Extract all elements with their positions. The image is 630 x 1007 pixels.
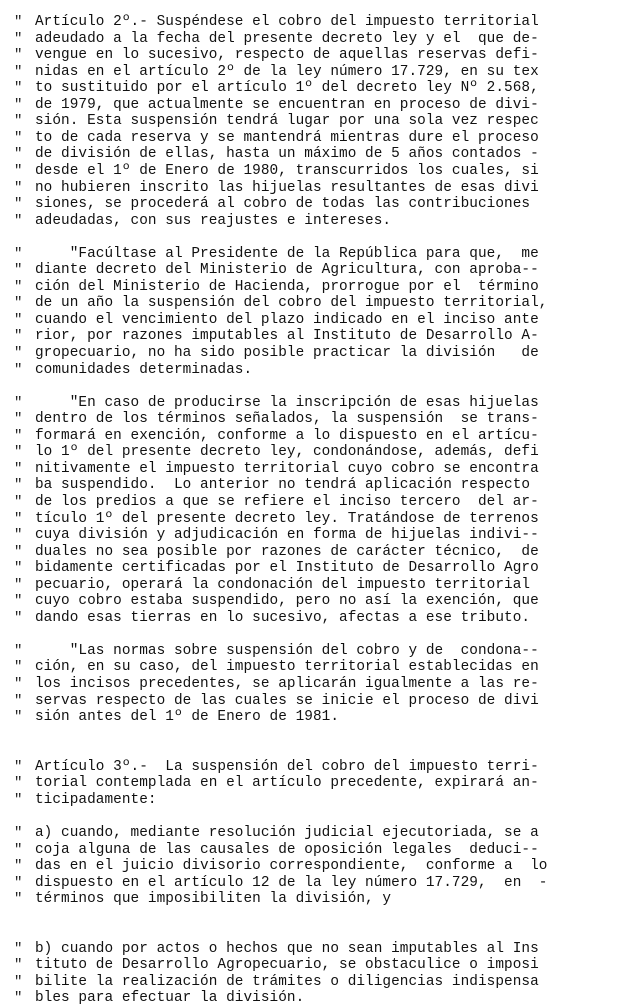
continuation-quote-mark: " (14, 129, 23, 146)
continuation-quote-mark: " (14, 758, 23, 775)
text-line (0, 162, 630, 180)
text-line (0, 228, 630, 246)
text-line (0, 973, 630, 991)
line-text: "Las normas sobre suspensión del cobro y de condona-- (35, 642, 539, 659)
text-line (0, 46, 630, 64)
text-line (0, 327, 630, 345)
continuation-quote-mark: " (14, 146, 23, 163)
continuation-quote-mark: " (14, 775, 23, 792)
text-line (0, 179, 630, 197)
line-text: b) cuando por actos o hechos que no sean imputables al Ins (35, 940, 539, 957)
line-text: Artículo 3º.- La suspensión del cobro del impuesto terri- (35, 758, 539, 775)
continuation-quote-mark: " (14, 791, 23, 808)
continuation-quote-mark: " (14, 96, 23, 113)
line-text: adeudadas, con sus reajustes e intereses. (35, 212, 392, 229)
line-text: ción, en su caso, del impuesto territorial establecidas en (35, 659, 539, 676)
text-line (0, 344, 630, 362)
line-text: ba suspendido. Lo anterior no tendrá aplicación respecto (35, 477, 531, 494)
text-line (0, 79, 630, 97)
line-text: tituto de Desarrollo Agropecuario, se obstaculice o imposi (35, 957, 539, 974)
continuation-quote-mark: " (14, 394, 23, 411)
text-line (0, 510, 630, 528)
continuation-quote-mark: " (14, 527, 23, 544)
continuation-quote-mark: " (14, 858, 23, 875)
line-text: términos que imposibiliten la división, y (35, 891, 392, 908)
line-text: torial contemplada en el artículo precedente, expirará an- (35, 775, 539, 792)
continuation-quote-mark: " (14, 940, 23, 957)
text-line (0, 443, 630, 461)
continuation-quote-mark: " (14, 609, 23, 626)
text-line (0, 427, 630, 445)
line-text: bles para efectuar la división. (35, 990, 305, 1007)
line-text: pecuario, operará la condonación del impuesto territorial (35, 576, 531, 593)
continuation-quote-mark: " (14, 874, 23, 891)
continuation-quote-mark: " (14, 63, 23, 80)
continuation-quote-mark: " (14, 262, 23, 279)
line-text: nitivamente el impuesto territorial cuyo cobro se encontra (35, 460, 539, 477)
text-line (0, 923, 630, 941)
text-line (0, 294, 630, 312)
text-line (0, 592, 630, 610)
continuation-quote-mark: " (14, 14, 23, 30)
text-line (0, 907, 630, 925)
text-line (0, 940, 630, 958)
line-text: formará en exención, conforme a lo dispuesto en el artícu- (35, 427, 539, 444)
text-line (0, 841, 630, 859)
line-text: dispuesto en el artículo 12 de la ley número 17.729, en - (35, 874, 548, 891)
text-line (0, 824, 630, 842)
continuation-quote-mark: " (14, 493, 23, 510)
text-line (0, 692, 630, 710)
text-line (0, 278, 630, 296)
continuation-quote-mark: " (14, 709, 23, 726)
continuation-quote-mark: " (14, 295, 23, 312)
line-text: de un año la suspensión del cobro del impuesto territorial, (35, 295, 548, 312)
line-text: "En caso de producirse la inscripción de esas hijuelas (35, 394, 539, 411)
text-line (0, 394, 630, 412)
text-line (0, 857, 630, 875)
continuation-quote-mark: " (14, 692, 23, 709)
text-line (0, 261, 630, 279)
text-line (0, 725, 630, 743)
line-text: cuya división y adjudicación en forma de hijuelas indivi-- (35, 527, 539, 544)
continuation-quote-mark: " (14, 676, 23, 692)
line-text: to sustituido por el artículo 1º del decreto ley Nº 2.568, (35, 80, 539, 97)
continuation-quote-mark: " (14, 113, 23, 130)
text-line (0, 476, 630, 494)
text-line (0, 559, 630, 577)
line-text: coja alguna de las causales de oposición legales deduci-- (35, 841, 539, 858)
line-text: gropecuario, no ha sido posible practicar la división de (35, 345, 539, 361)
line-text: dando esas tierras en lo sucesivo, afectas a ese tributo. (35, 609, 531, 626)
line-text: duales no sea posible por razones de carácter técnico, de (35, 543, 539, 560)
line-text: Artículo 2º.- Suspéndese el cobro del impuesto territorial (35, 14, 539, 30)
line-text: tículo 1º del presente decreto ley. Tratándose de terrenos (35, 510, 539, 527)
line-text: vengue en lo sucesivo, respecto de aquellas reservas defi- (35, 47, 539, 64)
continuation-quote-mark: " (14, 824, 23, 841)
text-line (0, 642, 630, 660)
continuation-quote-mark: " (14, 411, 23, 428)
line-text: cuando el vencimiento del plazo indicado en el inciso ante (35, 311, 539, 328)
line-text: to de cada reserva y se mantendrá mientras dure el proceso (35, 129, 539, 146)
continuation-quote-mark: " (14, 477, 23, 494)
text-line (0, 129, 630, 147)
continuation-quote-mark: " (14, 560, 23, 577)
text-line (0, 874, 630, 892)
text-line (0, 543, 630, 561)
continuation-quote-mark: " (14, 212, 23, 229)
continuation-quote-mark: " (14, 891, 23, 908)
text-line (0, 361, 630, 379)
line-text: desde el 1º de Enero de 1980, transcurridos los cuales, si (35, 162, 539, 179)
line-text: sión antes del 1º de Enero de 1981. (35, 709, 340, 726)
continuation-quote-mark: " (14, 444, 23, 461)
text-line (0, 195, 630, 213)
text-line (0, 245, 630, 263)
continuation-quote-mark: " (14, 361, 23, 378)
text-line (0, 609, 630, 627)
continuation-quote-mark: " (14, 80, 23, 97)
continuation-quote-mark: " (14, 30, 23, 47)
text-line (0, 807, 630, 825)
text-line (0, 96, 630, 114)
text-line (0, 112, 630, 130)
text-line (0, 212, 630, 230)
continuation-quote-mark: " (14, 659, 23, 676)
line-text: de división de ellas, hasta un máximo de 5 años contados - (35, 146, 539, 163)
line-text: das en el juicio divisorio correspondiente, conforme a lo (35, 858, 548, 875)
line-text: a) cuando, mediante resolución judicial ejecutoriada, se a (35, 824, 539, 841)
line-text: diante decreto del Ministerio de Agricultura, con aproba-- (35, 262, 539, 279)
text-line (0, 311, 630, 329)
text-line (0, 460, 630, 478)
text-line (0, 791, 630, 809)
continuation-quote-mark: " (14, 973, 23, 990)
continuation-quote-mark: " (14, 179, 23, 196)
text-line (0, 377, 630, 395)
line-text: siones, se procederá al cobro de todas las contribuciones (35, 196, 531, 213)
text-line (0, 13, 630, 31)
continuation-quote-mark: " (14, 642, 23, 659)
continuation-quote-mark: " (14, 510, 23, 527)
text-line (0, 774, 630, 792)
continuation-quote-mark: " (14, 245, 23, 262)
line-text: adeudado a la fecha del presente decreto ley y el que de- (35, 30, 539, 47)
text-line (0, 625, 630, 643)
line-text: lo 1º del presente decreto ley, condonándose, además, defi (35, 444, 539, 461)
continuation-quote-mark: " (14, 328, 23, 345)
text-line (0, 708, 630, 726)
line-text: ticipadamente: (35, 791, 157, 808)
line-text: los incisos precedentes, se aplicarán igualmente a las re- (35, 676, 539, 692)
continuation-quote-mark: " (14, 278, 23, 295)
text-line (0, 493, 630, 511)
text-line (0, 890, 630, 908)
line-text: rior, por razones imputables al Instituto de Desarrollo A- (35, 328, 539, 345)
continuation-quote-mark: " (14, 162, 23, 179)
line-text: ción del Ministerio de Hacienda, prorrogue por el término (35, 278, 539, 295)
text-line (0, 30, 630, 48)
text-line (0, 576, 630, 594)
text-line (0, 658, 630, 676)
text-line (0, 63, 630, 81)
continuation-quote-mark: " (14, 196, 23, 213)
text-line (0, 989, 630, 1007)
continuation-quote-mark: " (14, 543, 23, 560)
line-text: sión. Esta suspensión tendrá lugar por una sola vez respec (35, 113, 539, 130)
continuation-quote-mark: " (14, 576, 23, 593)
text-line (0, 758, 630, 776)
line-text: bidamente certificadas por el Instituto de Desarrollo Agro (35, 560, 539, 577)
text-line (0, 145, 630, 163)
line-text: de 1979, que actualmente se encuentran en proceso de divi- (35, 96, 539, 113)
line-text: servas respecto de las cuales se inicie el proceso de divi (35, 692, 539, 709)
line-text: nidas en el artículo 2º de la ley número 17.729, en su tex (35, 63, 539, 80)
continuation-quote-mark: " (14, 460, 23, 477)
continuation-quote-mark: " (14, 841, 23, 858)
continuation-quote-mark: " (14, 957, 23, 974)
text-line (0, 741, 630, 759)
continuation-quote-mark: " (14, 593, 23, 610)
continuation-quote-mark: " (14, 427, 23, 444)
text-line (0, 526, 630, 544)
line-text: bilite la realización de trámites o diligencias indispensa (35, 973, 539, 990)
line-text: "Facúltase al Presidente de la República para que, me (35, 245, 539, 262)
line-text: no hubieren inscrito las hijuelas resultantes de esas divi (35, 179, 539, 196)
text-line (0, 956, 630, 974)
continuation-quote-mark: " (14, 345, 23, 361)
text-line (0, 675, 630, 693)
line-text: cuyo cobro estaba suspendido, pero no así la exención, que (35, 593, 539, 610)
continuation-quote-mark: " (14, 311, 23, 328)
text-line (0, 410, 630, 428)
continuation-quote-mark: " (14, 47, 23, 64)
line-text: comunidades determinadas. (35, 361, 253, 378)
continuation-quote-mark: " (14, 990, 23, 1007)
line-text: dentro de los términos señalados, la suspensión se trans- (35, 411, 539, 428)
line-text: de los predios a que se refiere el inciso tercero del ar- (35, 493, 539, 510)
